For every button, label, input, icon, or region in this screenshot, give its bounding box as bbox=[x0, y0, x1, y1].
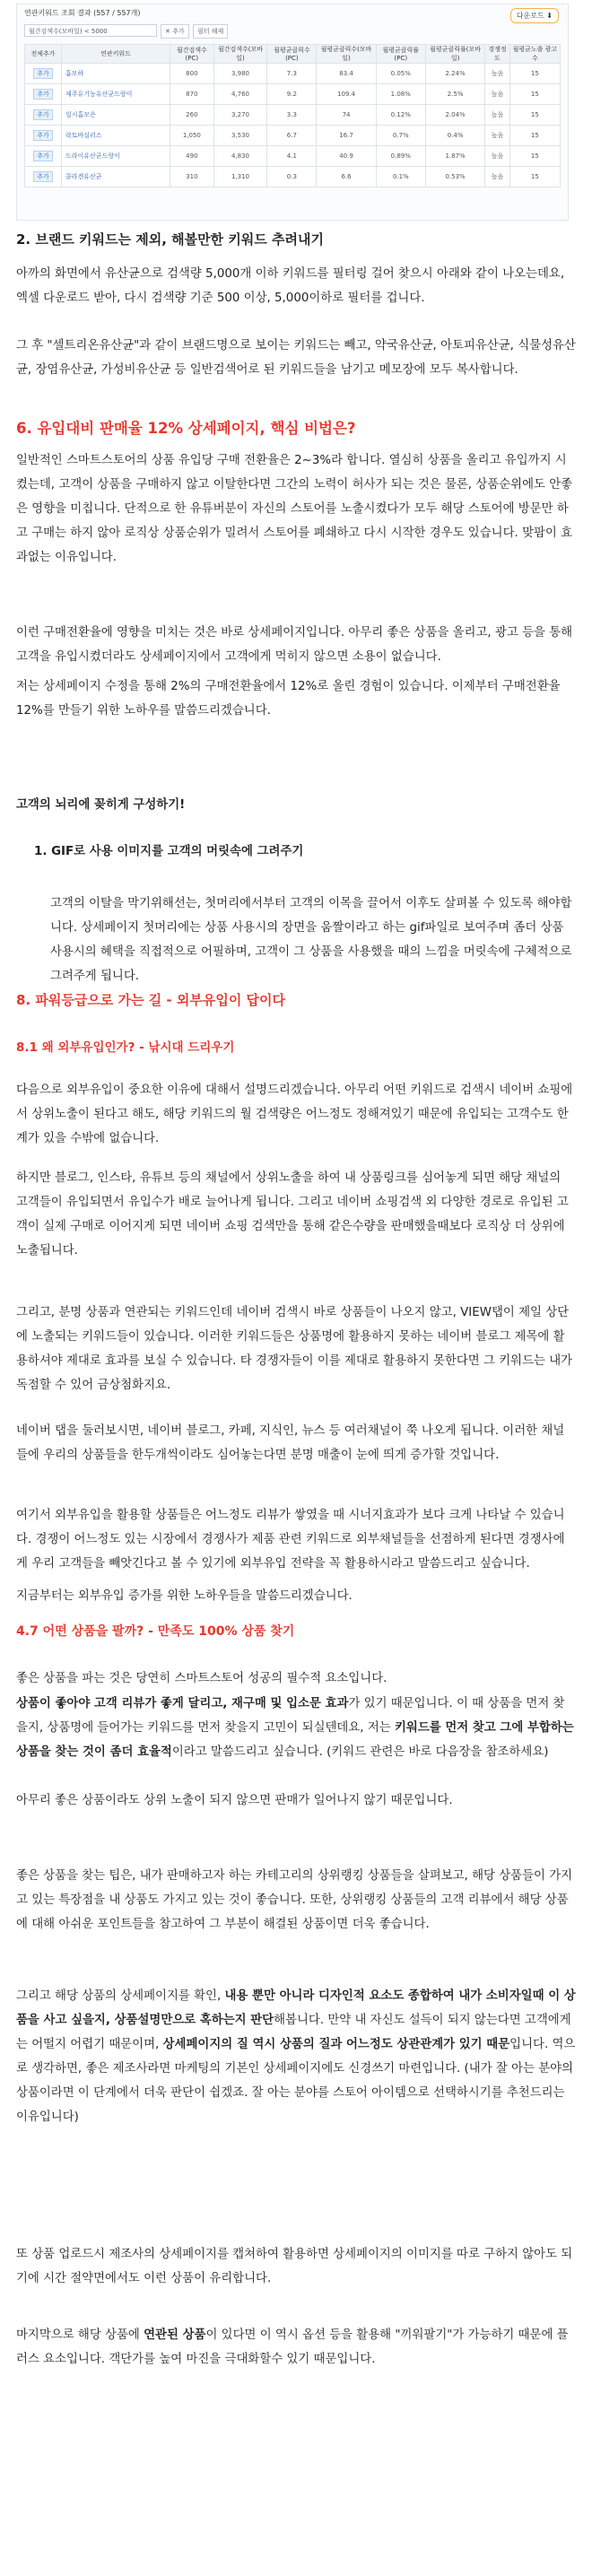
cell: 15 bbox=[509, 146, 560, 167]
para-5-text-mid: 해봅니다. 만약 내 자신도 설득이 되지 않는다면 고객에게는 어떨지 어렵기 때문이며, bbox=[16, 2014, 571, 2051]
cell: 2.04% bbox=[425, 105, 484, 126]
cell: 74 bbox=[317, 105, 376, 126]
emphasis-keyword-first: 키워드를 먼저 찾고 그에 부합하는 상품을 찾는 것이 좀더 효율적 bbox=[16, 1721, 574, 1759]
col-keyword[interactable]: 연관키워드 bbox=[62, 45, 170, 64]
cell: 1,050 bbox=[170, 126, 214, 146]
keyword-cell[interactable]: 드라이유산균드랑이 bbox=[62, 146, 170, 167]
table-row bbox=[25, 84, 561, 105]
cell: 0.89% bbox=[376, 146, 425, 167]
cell: 83.4 bbox=[317, 64, 376, 84]
cell: 1,310 bbox=[213, 167, 267, 187]
para-5-text: 그리고 해당 상품의 상세페이지를 확인, bbox=[16, 1989, 225, 2003]
para-2-text-end: 이라고 말씀드리고 싶습니다. (키워드 관련은 바로 다음장을 참조하세요) bbox=[171, 1745, 549, 1759]
add-button[interactable] bbox=[25, 167, 62, 187]
section-6-subheading: 고객의 뇌리에 꽂히게 구성하기! bbox=[16, 798, 186, 812]
col-pc[interactable]: 월간검색수(PC) bbox=[170, 45, 214, 64]
para-2-text: 가 있기 때문입니다. 이 때 상품을 먼저 찾을지, 상품명에 들어가는 키워드를 먼저 찾을지 고민이 되실텐데요, 저는 bbox=[16, 1697, 565, 1735]
section-6-para-1: 일반적인 스마트스토어의 상품 유입당 구매 전환율은 2~3%라 합니다. 열심히 상품을 올리고 유입까지 시켰는데, 고객이 상품을 구매하지 않고 이탈한다면 그간의 노력이 허사가 되는 것은 물론, 상품순위에도 안좋은 영향을 미칩니다. 단적으로 한 유튜버분이 자신의 스토어를 노출시켰다가 모두 해당 스토어에 방문만 하고 구매는 하지 않아 로직상 상품순위가 밀려서 스토어를 폐쇄하고 다시 시작한 경우도 있습니다. 맞팜이 효과없는 이유입니다. bbox=[16, 454, 573, 564]
section-8-para-1: 다음으로 외부유입이 중요한 이유에 대해서 설명드리겠습니다. 아무리 어떤 키워드로 검색시 네이버 쇼핑에서 상위노출이 된다고 해도, 해당 키워드의 월 검색량은 어느정도 정해져있기 때문에 유입되는 고객수도 한계가 있을 수밖에 없습니다. bbox=[16, 1083, 573, 1145]
cell: 490 bbox=[170, 146, 214, 167]
cell: 4.1 bbox=[267, 146, 317, 167]
result-title: 연관키워드 조회 결과 (557 / 557개) bbox=[24, 9, 141, 17]
cell: 870 bbox=[170, 84, 214, 105]
emphasis-review: 상품이 좋아야 고객 리뷰가 좋게 달리고, 재구매 및 입소문 효과 bbox=[16, 1697, 349, 1710]
cell: 0.1% bbox=[376, 167, 425, 187]
add-button-label[interactable]: 추가 bbox=[33, 151, 53, 161]
add-filter-button[interactable]: ✕ 추가 bbox=[161, 24, 189, 39]
cell: 3.3 bbox=[267, 105, 317, 126]
col-competition[interactable]: 경쟁정도 bbox=[485, 45, 510, 64]
cell: 9.2 bbox=[267, 84, 317, 105]
add-button-label[interactable]: 추가 bbox=[33, 109, 53, 120]
cell: 16.7 bbox=[317, 126, 376, 146]
cell: 4,830 bbox=[213, 146, 267, 167]
add-button[interactable] bbox=[25, 105, 62, 126]
add-button[interactable] bbox=[25, 126, 62, 146]
cell: 310 bbox=[170, 167, 214, 187]
para-5-text-end: 입니다. 역으로 생각하면, 좋은 제조사라면 마케팅의 기본인 상세페이지에도 신경쓰기 마련입니다. (내가 잘 아는 분야의 상품이라면 이 단계에서 더욱 판단이 쉽겠죠. 잘 아는 분야를 스토어 아이템으로 선택하시기를 추천드리는 이유입니다) bbox=[16, 2038, 576, 2124]
keyword-result-screenshot bbox=[16, 4, 569, 221]
emphasis-related: 연관된 상품 bbox=[144, 2328, 206, 2342]
col-mobile[interactable]: 월간검색수(모바일) bbox=[213, 45, 267, 64]
section-6-heading: 6. 유입대비 판매율 12% 상세페이지, 핵심 비법은? bbox=[16, 420, 356, 437]
section-4-7-para-6: 또 상품 업로드시 제조사의 상세페이지를 캡쳐하여 활용하면 상세페이지의 이미지를 따로 구하지 않아도 되기에 시간 절약면에서도 이런 상품이 유리합니다. bbox=[16, 2248, 573, 2285]
add-button[interactable] bbox=[25, 84, 62, 105]
keyword-cell[interactable]: 일시흡모은 bbox=[62, 105, 170, 126]
add-button-label[interactable]: 추가 bbox=[33, 68, 53, 79]
section-8-1-heading: 8.1 왜 외부유입인가? - 낚시대 드리우기 bbox=[16, 1040, 235, 1055]
col-add[interactable]: 전체추가 bbox=[25, 45, 62, 64]
section-8-para-6: 지금부터는 외부유입 증가를 위한 노하우들을 말씀드리겠습니다. bbox=[16, 1589, 353, 1603]
para-7-text-end: 이 있다면 이 역시 옵션 등을 활용해 "끼워팔기"가 가능하기 때문에 플러스 요소입니다. 객단가를 높여 마진을 극대화할수 있기 때문입니다. bbox=[16, 2328, 569, 2366]
section-6-para-3: 저는 상세페이지 수정을 통해 2%의 구매전환율에서 12%로 올린 경험이 있습니다. 이제부터 구매전환율 12%를 만들기 위한 노하우를 말씀드리겠습니다. bbox=[16, 680, 561, 718]
gif-paragraph: 고객의 이탈을 막기위해선는, 첫머리에서부터 고객의 이목을 끌어서 이후도 살펴볼 수 있도록 해야합니다. 상세페이지 첫머리에는 상품 사용시의 장면을 움짤이라고 하는 gif파일로 보여주며 좀더 상품 사용시의 혜택을 직접적으로 어필하며, 고객이 그 상품을 사용했을 때의 느낌을 머릿속에 구체적으로 그려주게 됩니다. bbox=[50, 897, 572, 983]
cell: 0.53% bbox=[425, 167, 484, 187]
cell: 15 bbox=[509, 105, 560, 126]
keyword-cell[interactable]: 락토바실러스 bbox=[62, 126, 170, 146]
col-click-pc[interactable]: 월평균클릭수(PC) bbox=[267, 45, 317, 64]
cell: 0.3 bbox=[267, 167, 317, 187]
keyword-cell[interactable]: 콜라겐유산균 bbox=[62, 167, 170, 187]
section-4-7-para-3: 아무리 좋은 상품이라도 상위 노출이 되지 않으면 판매가 일어나지 않기 때문입니다. bbox=[16, 1794, 453, 1807]
col-click-mobile[interactable]: 월평균클릭수(모바일) bbox=[317, 45, 376, 64]
cell: 800 bbox=[170, 64, 214, 84]
add-button-label[interactable]: 추가 bbox=[33, 130, 53, 141]
section-8-para-3: 그리고, 분명 상품과 연관되는 키워드인데 네이버 검색시 바로 상품들이 나오지 않고, VIEW탭이 제일 상단에 노출되는 키워드들이 있습니다. 이러한 키워드들은 상품명에 활용하지 못하는 네이버 블로그 제목에 활용하셔야 제대로 효과를 보실 수 있습니다. 타 경쟁자들이 이를 제대로 활용하지 못한다면 그 키워드는 내가 독점할 수 있어 금상첨화지요. bbox=[16, 1306, 573, 1392]
cell: 7.3 bbox=[267, 64, 317, 84]
cell: 2.24% bbox=[425, 64, 484, 84]
section-8-heading: 8. 파워등급으로 가는 길 - 외부유입이 답이다 bbox=[16, 992, 286, 1008]
keyword-cell[interactable]: 제주유기농유산균드랑이 bbox=[62, 84, 170, 105]
cell: 0.12% bbox=[376, 105, 425, 126]
cell: 15 bbox=[509, 84, 560, 105]
add-button-label[interactable]: 추가 bbox=[33, 171, 53, 182]
col-ctr-pc[interactable]: 월평균클릭률(PC) bbox=[376, 45, 425, 64]
download-button[interactable]: 다운로드 ⬇ bbox=[510, 8, 559, 23]
section-8-para-5: 여기서 외부유입을 활용할 상품들은 어느정도 리뷰가 쌓였을 때 시너지효과가 보다 크게 나타날 수 있습니다. 경쟁이 어느정도 있는 시장에서 경쟁사가 제품 관련 키워드로 외부채널들을 선점하게 된다면 경쟁사에게 우리 고객들을 빼앗긴다고 볼 수 있기에 외부유입 전략을 꼭 활용하시라고 말씀드리고 싶습니다. bbox=[16, 1509, 565, 1571]
col-ads[interactable]: 월평균노출 광고수 bbox=[509, 45, 560, 64]
cell: 3,270 bbox=[213, 105, 267, 126]
cell: 높음 bbox=[485, 84, 510, 105]
cell: 2.5% bbox=[425, 84, 484, 105]
cell: 높음 bbox=[485, 64, 510, 84]
cell: 0.4% bbox=[425, 126, 484, 146]
clear-filter-button[interactable]: 필터 해제 bbox=[193, 24, 228, 39]
cell: 0.05% bbox=[376, 64, 425, 84]
table-row bbox=[25, 146, 561, 167]
add-button[interactable] bbox=[25, 146, 62, 167]
section-4-7-para-7 bbox=[16, 2323, 576, 2371]
table-row bbox=[25, 167, 561, 187]
section-6-para-2: 이런 구매전환율에 영향을 미치는 것은 바로 상세페이지입니다. 아무리 좋은 상품을 올리고, 광고 등을 통해 고객을 유입시켰더라도 상세페이지에서 고객에게 먹히지 않으면 소용이 없습니다. bbox=[16, 626, 573, 664]
col-ctr-mobile[interactable]: 월평균클릭률(모바일) bbox=[425, 45, 484, 64]
para-7-text: 마지막으로 해당 상품에 bbox=[16, 2328, 144, 2342]
section-4-7-para-2 bbox=[16, 1692, 576, 1764]
cell: 높음 bbox=[485, 146, 510, 167]
section-4-7-heading: 4.7 어떤 상품을 팔까? - 만족도 100% 상품 찾기 bbox=[16, 1624, 295, 1639]
gif-heading: 1. GIF로 사용 이미지를 고객의 머릿속에 그려주기 bbox=[34, 845, 304, 858]
cell: 1.87% bbox=[425, 146, 484, 167]
cell: 높음 bbox=[485, 126, 510, 146]
emphasis-detail-page: 내용 뿐만 아니라 디자인적 요소도 종합하여 내가 소비자일때 이 상품을 사고 싶을지, 상품설명만으로 혹하는지 판단 bbox=[16, 1989, 576, 2027]
table-row bbox=[25, 105, 561, 126]
emphasis-quality: 상세페이지의 질 역시 상품의 질과 어느정도 상관관계가 있기 때문 bbox=[162, 2038, 510, 2051]
table-row bbox=[25, 64, 561, 84]
cell: 40.9 bbox=[317, 146, 376, 167]
cell: 109.4 bbox=[317, 84, 376, 105]
cell: 260 bbox=[170, 105, 214, 126]
filter-input[interactable]: 월간검색수(모바일) < 5000 bbox=[24, 24, 157, 37]
cell: 3,530 bbox=[213, 126, 267, 146]
section-4-7-para-5 bbox=[16, 1984, 576, 2129]
table-row bbox=[25, 126, 561, 146]
keyword-table bbox=[24, 44, 561, 187]
cell: 15 bbox=[509, 167, 560, 187]
keyword-cell[interactable]: 흡모하 bbox=[62, 64, 170, 84]
add-button-label[interactable]: 추가 bbox=[33, 89, 53, 100]
cell: 높음 bbox=[485, 167, 510, 187]
cell: 15 bbox=[509, 64, 560, 84]
section-8-para-2: 하지만 블로그, 인스타, 유튜브 등의 채널에서 상위노출을 하여 내 상품링크를 심어놓게 되면 해당 채널의 고객들이 유입되면서 유입수가 배로 늘어나게 됩니다. 그리고 네이버 쇼핑검색 외 다양한 경로로 유입된 고객이 실제 구매로 이어지게 되면 네이버 쇼핑 검색만을 통해 같은수량을 판매했을때보다 로직상 더 상위에 노출됩니다. bbox=[16, 1171, 569, 1258]
cell: 6.7 bbox=[267, 126, 317, 146]
cell: 6.6 bbox=[317, 167, 376, 187]
cell: 15 bbox=[509, 126, 560, 146]
cell: 높음 bbox=[485, 105, 510, 126]
cell: 0.7% bbox=[376, 126, 425, 146]
cell: 4,760 bbox=[213, 84, 267, 105]
section-2-heading: 2. 브랜드 키워드는 제외, 해볼만한 키워드 추려내기 bbox=[16, 231, 324, 248]
add-button[interactable] bbox=[25, 64, 62, 84]
section-4-7-para-4: 좋은 상품을 찾는 팁은, 내가 판매하고자 하는 카테고리의 상위랭킹 상품들을 살펴보고, 해당 상품들이 가지고 있는 특장점을 내 상품도 가지고 있는 것이 좋습니다. 또한, 상위랭킹 상품들의 고객 리뷰에서 해당 상품에 대해 아쉬운 포인트들을 참고하여 그 부분이 해결된 상품이면 더욱 좋습니다. bbox=[16, 1869, 573, 1931]
section-4-7-para-1: 좋은 상품을 파는 것은 당연히 스마트스토어 성공의 필수적 요소입니다. bbox=[16, 1672, 387, 1685]
section-8-para-4: 네이버 탭을 둘러보시면, 네이버 블로그, 카페, 지식인, 뉴스 등 여러채널이 쭉 나오게 됩니다. 이러한 채널들에 우리의 상품들을 한두개씩이라도 심어놓는다면 분명 매출이 눈에 띄게 증가할 것입니다. bbox=[16, 1424, 565, 1462]
cell: 3,980 bbox=[213, 64, 267, 84]
cell: 1.08% bbox=[376, 84, 425, 105]
section-2-para-1: 아까의 화면에서 유산균으로 검색량 5,000개 이하 키워드를 필터링 걸어 찾으시 아래와 같이 나오는데요, 엑셀 다운로드 받아, 다시 검색량 기준 500 이상, 5,000이하로 필터를 겁니다. bbox=[16, 267, 565, 305]
section-2-para-2: 그 후 "셀트리온유산균"과 같이 브랜드명으로 보이는 키워드는 빼고, 약국유산균, 아토피유산균, 식물성유산균, 장염유산균, 가성비유산균 등 일반검색어로 된 키워드들을 남기고 메모장에 모두 복사합니다. bbox=[16, 339, 576, 377]
